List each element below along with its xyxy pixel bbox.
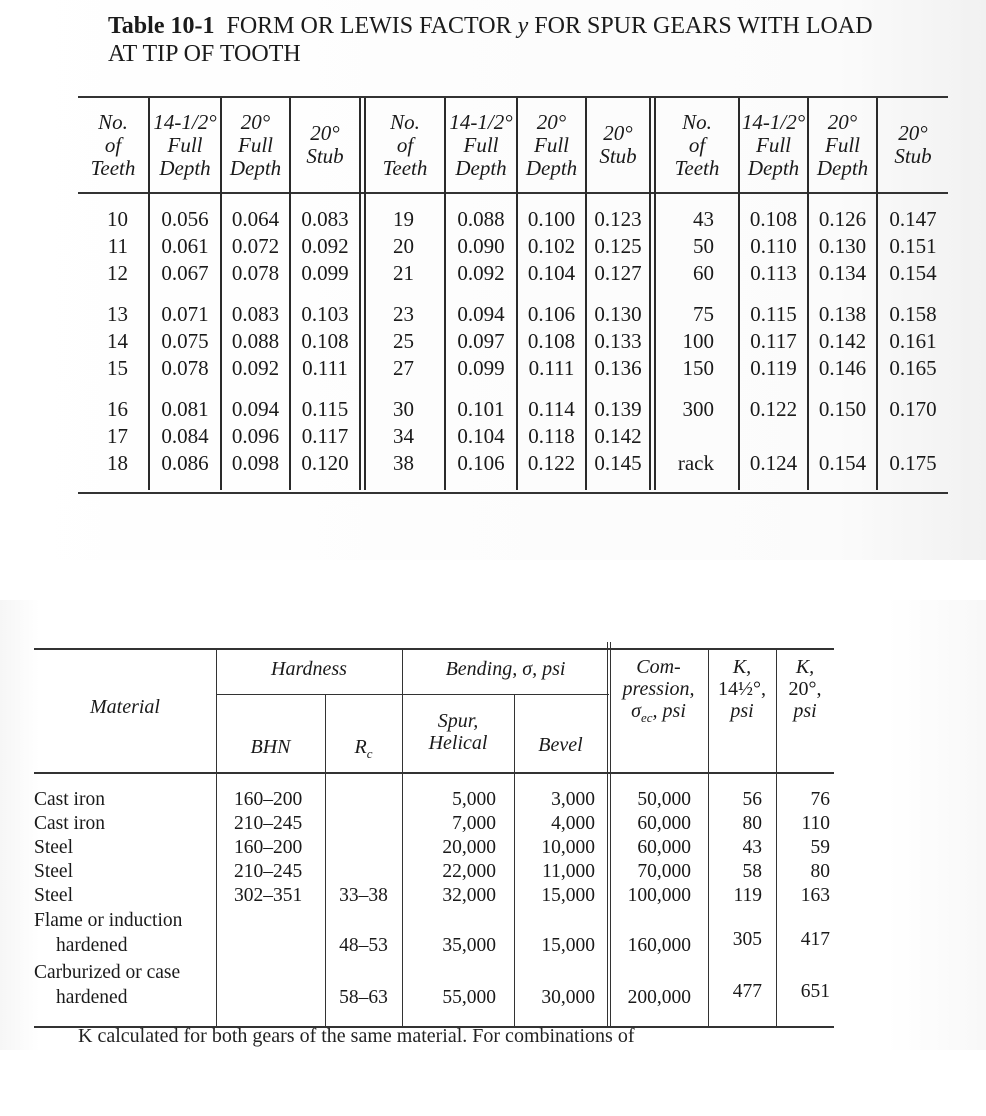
table-cell: 0.122 <box>527 451 576 475</box>
table-cell: 0.146 <box>818 356 867 380</box>
table-cell: 0.110 <box>750 234 797 258</box>
fd14-column <box>740 206 807 477</box>
table-cell: 0.092 <box>301 234 349 258</box>
table-cell: 100,000 <box>627 885 691 906</box>
table-cell: 0.061 <box>161 234 209 258</box>
table-cell: 23 <box>393 302 414 326</box>
table-cell: 0.115 <box>750 302 797 326</box>
table-cell: 0.056 <box>161 207 209 231</box>
material-strength-table <box>34 642 834 1042</box>
table-cell: 33–38 <box>339 885 388 906</box>
table-cell: 150 <box>682 356 714 380</box>
table-cell: 0.170 <box>889 397 937 421</box>
header-spur-helical: Spur, Helical <box>428 710 488 754</box>
table-cell: 56 <box>742 789 762 810</box>
table-cell: 25 <box>393 329 414 353</box>
table-cell: 0.092 <box>231 356 280 380</box>
table-cell: 0.108 <box>749 207 798 231</box>
table-cell: 60,000 <box>637 837 691 858</box>
table-cell: 0.111 <box>302 356 348 380</box>
table-cell: Flame or induction hardened <box>34 910 183 956</box>
table-cell: 300 <box>682 397 714 421</box>
table-cell: 0.083 <box>301 207 349 231</box>
table-cell: 35,000 <box>442 935 496 956</box>
table-cell: 0.096 <box>231 424 280 448</box>
table-cell: 10 <box>107 207 128 231</box>
bhn-column <box>234 788 325 908</box>
table-cell: 0.090 <box>457 234 505 258</box>
header-14-5-full-depth: 14-1/2° Full Depth <box>153 109 217 180</box>
table-cell: 160–200 <box>234 837 303 858</box>
table-cell: 3,000 <box>551 789 595 810</box>
table-cell: 0.097 <box>457 329 505 353</box>
table-cell: 0.115 <box>301 397 349 421</box>
table-cell: 16 <box>107 397 128 421</box>
teeth-column <box>366 206 414 477</box>
header-20-stub: 20° Stub <box>306 121 344 168</box>
table-cell: 55,000 <box>442 987 496 1008</box>
table-cell: 0.075 <box>161 329 209 353</box>
table-cell: 60,000 <box>637 813 691 834</box>
header-k-20: K, 20°, psi <box>788 656 822 722</box>
table-cell: 0.125 <box>594 234 642 258</box>
table-cell: 19 <box>393 207 414 231</box>
table-cell: 0.124 <box>749 451 798 475</box>
table-cell: 11,000 <box>542 861 595 882</box>
header-no-of-teeth: No. of Teeth <box>90 109 136 180</box>
table-cell: 38 <box>393 451 414 475</box>
table1-title-part2: FOR SPUR GEARS WITH LOAD <box>534 13 873 39</box>
table-cell: 100 <box>682 329 714 353</box>
table-cell: 0.139 <box>594 397 642 421</box>
header-hardness: Hardness <box>271 658 347 680</box>
table-cell: 15,000 <box>541 935 595 956</box>
footnote-cut-off <box>34 1025 834 1047</box>
lewis-factor-table <box>78 96 950 496</box>
table-cell: 0.154 <box>818 451 867 475</box>
table-cell: 20,000 <box>442 837 496 858</box>
stub-column <box>587 206 649 477</box>
table-cell: 302–351 <box>234 885 303 906</box>
table-cell: 80 <box>810 861 830 882</box>
table-cell: 30,000 <box>541 987 595 1008</box>
table-cell: 0.154 <box>889 261 937 285</box>
table-cell: 15,000 <box>541 885 595 906</box>
header-14-5-full-depth: 14-1/2° Full Depth <box>741 109 806 180</box>
fd14-column <box>446 206 516 477</box>
teeth-column <box>78 206 128 477</box>
table1-number: Table 10-1 <box>108 13 215 39</box>
table-cell: 58–63 <box>339 987 388 1008</box>
stub-column <box>291 206 359 477</box>
table-cell: 34 <box>393 424 414 448</box>
header-20-full-depth: 20° Full Depth <box>816 109 869 180</box>
table-cell: 0.126 <box>818 207 867 231</box>
table-cell: 0.117 <box>750 329 797 353</box>
table-cell: 163 <box>800 885 830 906</box>
table-cell: 110 <box>801 813 830 834</box>
header-bevel: Bevel <box>538 734 583 756</box>
stub-column <box>878 206 948 477</box>
table-cell: 0.108 <box>527 329 576 353</box>
table-cell: Steel <box>34 837 73 858</box>
header-bending: Bending, σ, psi <box>445 658 566 680</box>
table-cell: 0.130 <box>594 302 642 326</box>
table-cell: 0.136 <box>594 356 642 380</box>
table-cell: 0.067 <box>161 261 209 285</box>
table-cell: 0.104 <box>527 261 576 285</box>
table-cell: 0.098 <box>231 451 280 475</box>
table-cell: Cast iron <box>34 789 105 810</box>
table-cell: 32,000 <box>442 885 496 906</box>
table-cell: 58 <box>742 861 762 882</box>
table-cell: 0.101 <box>457 397 505 421</box>
table-cell: 30 <box>393 397 414 421</box>
table-cell: 43 <box>742 837 762 858</box>
material-column <box>34 788 216 1010</box>
table-cell: 0.138 <box>818 302 867 326</box>
table-cell: 651 <box>800 981 830 1002</box>
table-cell: 0.142 <box>818 329 867 353</box>
table-cell: 11 <box>107 234 128 258</box>
table-cell: 59 <box>810 837 830 858</box>
footnote-text: K calculated for both gears of the same material. For combinations of <box>78 1025 635 1047</box>
table-cell: 75 <box>693 302 714 326</box>
table-cell: 210–245 <box>234 861 303 882</box>
table-cell: 0.064 <box>231 207 280 231</box>
table-cell: 60 <box>693 261 714 285</box>
header-20-full-depth: 20° Full Depth <box>229 109 282 180</box>
k-20-column <box>776 788 830 1004</box>
table-cell: 0.078 <box>161 356 209 380</box>
table-cell: 0.145 <box>594 451 642 475</box>
table-cell: 0.088 <box>231 329 280 353</box>
table-cell: 80 <box>742 813 762 834</box>
table-cell: 0.102 <box>527 234 576 258</box>
table-cell: 0.084 <box>161 424 209 448</box>
table-cell: 20 <box>393 234 414 258</box>
fd20-column <box>518 206 585 477</box>
table-cell: 0.133 <box>594 329 642 353</box>
table-cell: 0.106 <box>457 451 505 475</box>
table-cell: 0.094 <box>231 397 280 421</box>
table-cell: 4,000 <box>551 813 595 834</box>
rc-column <box>325 788 402 1010</box>
spur-helical-column <box>402 788 496 1010</box>
table-cell: 13 <box>107 302 128 326</box>
table-cell: 5,000 <box>452 789 496 810</box>
table1-double-rule <box>359 98 366 490</box>
header-k-14-5: K, 14½°, psi <box>718 656 766 722</box>
table-cell <box>325 836 402 860</box>
fd14-column <box>150 206 220 477</box>
header-no-of-teeth: No. of Teeth <box>674 109 720 180</box>
table-cell: 12 <box>107 261 128 285</box>
table-cell: 0.150 <box>818 397 867 421</box>
table-cell: 0.081 <box>161 397 209 421</box>
table2-vrule <box>216 648 217 1026</box>
header-20-full-depth: 20° Full Depth <box>525 109 578 180</box>
table-cell: 0.118 <box>528 424 575 448</box>
table1-title-part1: FORM OR LEWIS FACTOR <box>226 13 512 39</box>
table-cell: 0.104 <box>457 424 505 448</box>
header-material: Material <box>90 696 160 718</box>
table1-bottom-rule <box>78 492 948 494</box>
header-bhn: BHN <box>250 736 291 758</box>
teeth-column <box>656 206 714 477</box>
fd20-column <box>809 206 876 477</box>
table-cell: 0.114 <box>528 397 575 421</box>
table-cell: 15 <box>107 356 128 380</box>
table-cell: 0.071 <box>161 302 209 326</box>
table-cell: 0.161 <box>889 329 937 353</box>
table-cell: 0.078 <box>231 261 280 285</box>
table-cell: 0.158 <box>889 302 937 326</box>
table1-double-rule <box>649 98 656 490</box>
table-cell: 200,000 <box>627 987 691 1008</box>
fd20-column <box>222 206 289 477</box>
table-cell: 22,000 <box>442 861 496 882</box>
table1-title-part3: AT TIP OF TOOTH <box>108 41 301 67</box>
header-20-stub: 20° Stub <box>599 121 637 168</box>
table-cell: Steel <box>34 885 73 906</box>
table-cell: 0.103 <box>301 302 349 326</box>
table-cell: 0.165 <box>889 356 937 380</box>
table-cell: rack <box>677 451 714 475</box>
table1-title-variable: y <box>517 13 529 39</box>
table-cell: 417 <box>800 929 830 950</box>
header-compression: Com- pression, $\sigma_{ec}$, psi <box>622 656 695 725</box>
table-cell: 18 <box>107 451 128 475</box>
table-cell: 210–245 <box>234 813 303 834</box>
table1-top-rule <box>78 96 948 98</box>
compression-column <box>609 788 691 1010</box>
table-cell: 76 <box>810 789 830 810</box>
table-cell <box>325 860 402 884</box>
table-cell: 0.106 <box>527 302 576 326</box>
table-cell: 160–200 <box>234 789 303 810</box>
table2-top-rule <box>34 648 834 650</box>
table2-header-rule <box>34 772 834 774</box>
bevel-column <box>514 788 595 1010</box>
table-cell: 0.100 <box>527 207 576 231</box>
table-cell: 0.092 <box>457 261 505 285</box>
table-cell: 0.117 <box>301 424 349 448</box>
table-cell: 50 <box>693 234 714 258</box>
table-cell: 0.113 <box>750 261 797 285</box>
header-no-of-teeth: No. of Teeth <box>382 109 428 180</box>
table-cell: 0.111 <box>528 356 575 380</box>
table-cell: 14 <box>107 329 128 353</box>
table-cell: 119 <box>733 885 762 906</box>
table-cell: 50,000 <box>637 789 691 810</box>
table-cell: 17 <box>107 424 128 448</box>
table-cell: 0.099 <box>301 261 349 285</box>
table-cell: 0.175 <box>889 451 937 475</box>
table-cell: Carburized or case hardened <box>34 962 181 1008</box>
header-14-5-full-depth: 14-1/2° Full Depth <box>449 109 513 180</box>
table-cell: 43 <box>693 207 714 231</box>
table-cell: 0.130 <box>818 234 867 258</box>
table-cell: 70,000 <box>637 861 691 882</box>
table-cell: 21 <box>393 261 414 285</box>
table-cell: 0.134 <box>818 261 867 285</box>
table1-title <box>108 12 948 68</box>
table-cell: 48–53 <box>339 935 388 956</box>
table-cell: 0.086 <box>161 451 209 475</box>
table-cell: 0.108 <box>301 329 349 353</box>
k-14-5-column <box>708 788 762 1004</box>
table-cell: 27 <box>393 356 414 380</box>
table-cell: 0.123 <box>594 207 642 231</box>
table-cell: Steel <box>34 861 73 882</box>
table-cell: 0.088 <box>457 207 505 231</box>
table-cell: 0.072 <box>231 234 280 258</box>
table1-header-rule <box>78 192 948 194</box>
table-cell: 0.119 <box>750 356 797 380</box>
table-cell: 0.122 <box>749 397 798 421</box>
table-cell: 0.127 <box>594 261 642 285</box>
table-cell: Cast iron <box>34 813 105 834</box>
table-cell: 10,000 <box>541 837 595 858</box>
table-cell: 7,000 <box>452 813 496 834</box>
table-cell: 477 <box>732 981 762 1002</box>
table-cell: 0.099 <box>457 356 505 380</box>
table-cell: 160,000 <box>627 935 691 956</box>
header-rc: $R_c$ <box>354 736 373 761</box>
table-cell: 0.120 <box>301 451 349 475</box>
table-cell: 0.083 <box>231 302 280 326</box>
table-cell: 0.151 <box>889 234 937 258</box>
table-cell: 0.094 <box>457 302 505 326</box>
table-cell: 305 <box>732 929 762 950</box>
header-20-stub: 20° Stub <box>894 121 932 168</box>
table-cell: 0.142 <box>594 424 642 448</box>
table-cell <box>325 812 402 836</box>
table2-subheader-rule <box>216 694 609 695</box>
table-cell: 0.147 <box>889 207 937 231</box>
table-cell <box>325 788 402 812</box>
